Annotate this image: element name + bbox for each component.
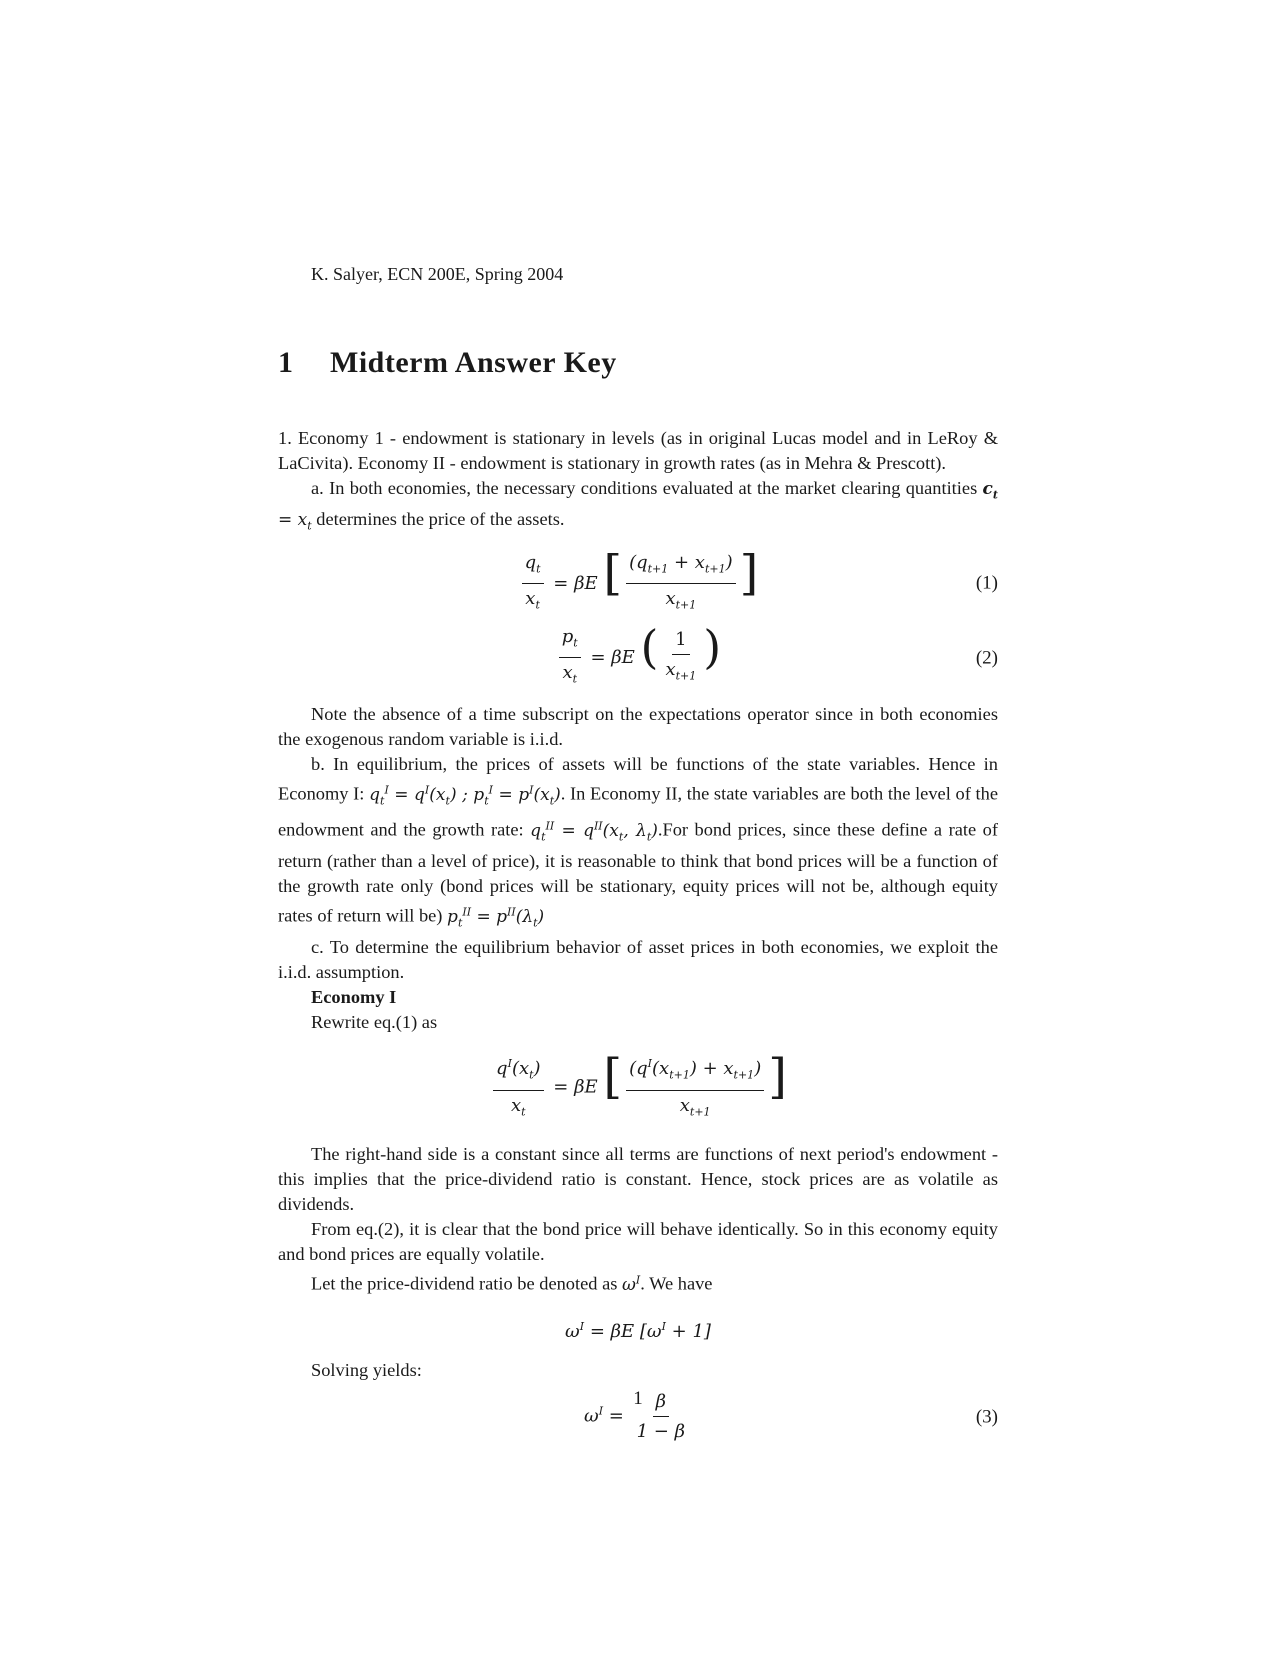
equation-omega: $\omega^I = \beta E$ $[\omega^I + 1]$: [565, 1320, 711, 1343]
equation-3: $\omega^I$ = $\frac{\beta}{1 - \beta}$ (3): [584, 1391, 998, 1443]
paragraph-6: The right-hand side is a constant since all terms are functions of next period's endowment - this implies that the price-dividend ratio is constant. Hence, stock prices are as volatile as dividends.: [278, 1144, 998, 1215]
paragraph-8: Let the price-dividend ratio be denoted as $\omega^I$. We have: [311, 1273, 713, 1296]
rewrite-line: Rewrite eq.(1) as: [311, 1012, 438, 1033]
equation-number-1: (1): [975, 572, 998, 594]
equation-rewritten: $\frac{q^I(x_t)}{x_t}$ = βE [ $\frac{(q^I(x_{t+1}) + x_{t+1})}{x_{t+1}}$ ]: [278, 1051, 998, 1124]
equation-number-2: (2): [975, 647, 998, 669]
paragraph-7: From eq.(2), it is clear that the bond price will behave identically. So in this economy equity and bond prices are equally volatile.: [278, 1219, 998, 1265]
page-number: 1: [633, 1388, 643, 1409]
equation-number-3: (3): [975, 1406, 998, 1428]
equation-2: $\frac{p_t}{x_t}$ = βE ( $\frac{1}{x_{t+1}}$ ) (2): [278, 624, 998, 692]
section-title-text: Midterm Answer Key: [330, 346, 617, 379]
paragraph-3: Note the absence of a time subscript on the expectations operator since in both economies the exogenous random variable is i.i.d.: [278, 704, 998, 750]
paragraph-5: c. To determine the equilibrium behavior of asset prices in both economies, we exploit the i.i.d. assumption.: [278, 937, 998, 983]
solving-line: Solving yields:: [311, 1360, 422, 1381]
section-number: 1: [278, 346, 294, 379]
document-header: K. Salyer, ECN 200E, Spring 2004: [311, 264, 564, 284]
paragraph-1: 1. Economy 1 - endowment is stationary in levels (as in original Lucas model and in LeRoy & LaCivita). Economy II - endowment is stationary in growth rates (as in Mehra & Prescott).: [278, 428, 998, 473]
body-text: [278, 426, 998, 1450]
economy-heading: Economy I: [311, 987, 397, 1008]
paragraph-4: b. In equilibrium, the prices of assets will be functions of the state variables. Hence in Economy I: $q_t^I = q^I(x_t)$ ; $p_t^I = p^I(x_t)$. In Economy II, the state variables are both the level of the endowment and the growth rate: $q_t^{II} = q^{II}(x_t$, $\lambda_t).For$ bond prices, since these define a rate of return (rather than a level of price), it is reasonable to think that bond prices will be a function of the growth rate only (bond prices will be stationary, equity prices will not be, although equity rates of return will be) $p_t^{II} = p^{II}(\lambda_t)$: [278, 754, 998, 930]
section-title: [278, 346, 617, 380]
equation-1: $\frac{q_t}{x_t}$ = βE [ $\frac{(q_{t+1} + x_{t+1})}{x_{t+1}}$ ] (1): [278, 549, 998, 618]
paragraph-2: a. In both economies, the necessary conditions evaluated at the market clearing quantities $c_t = x_t$ determines the price of the assets.: [278, 478, 998, 533]
